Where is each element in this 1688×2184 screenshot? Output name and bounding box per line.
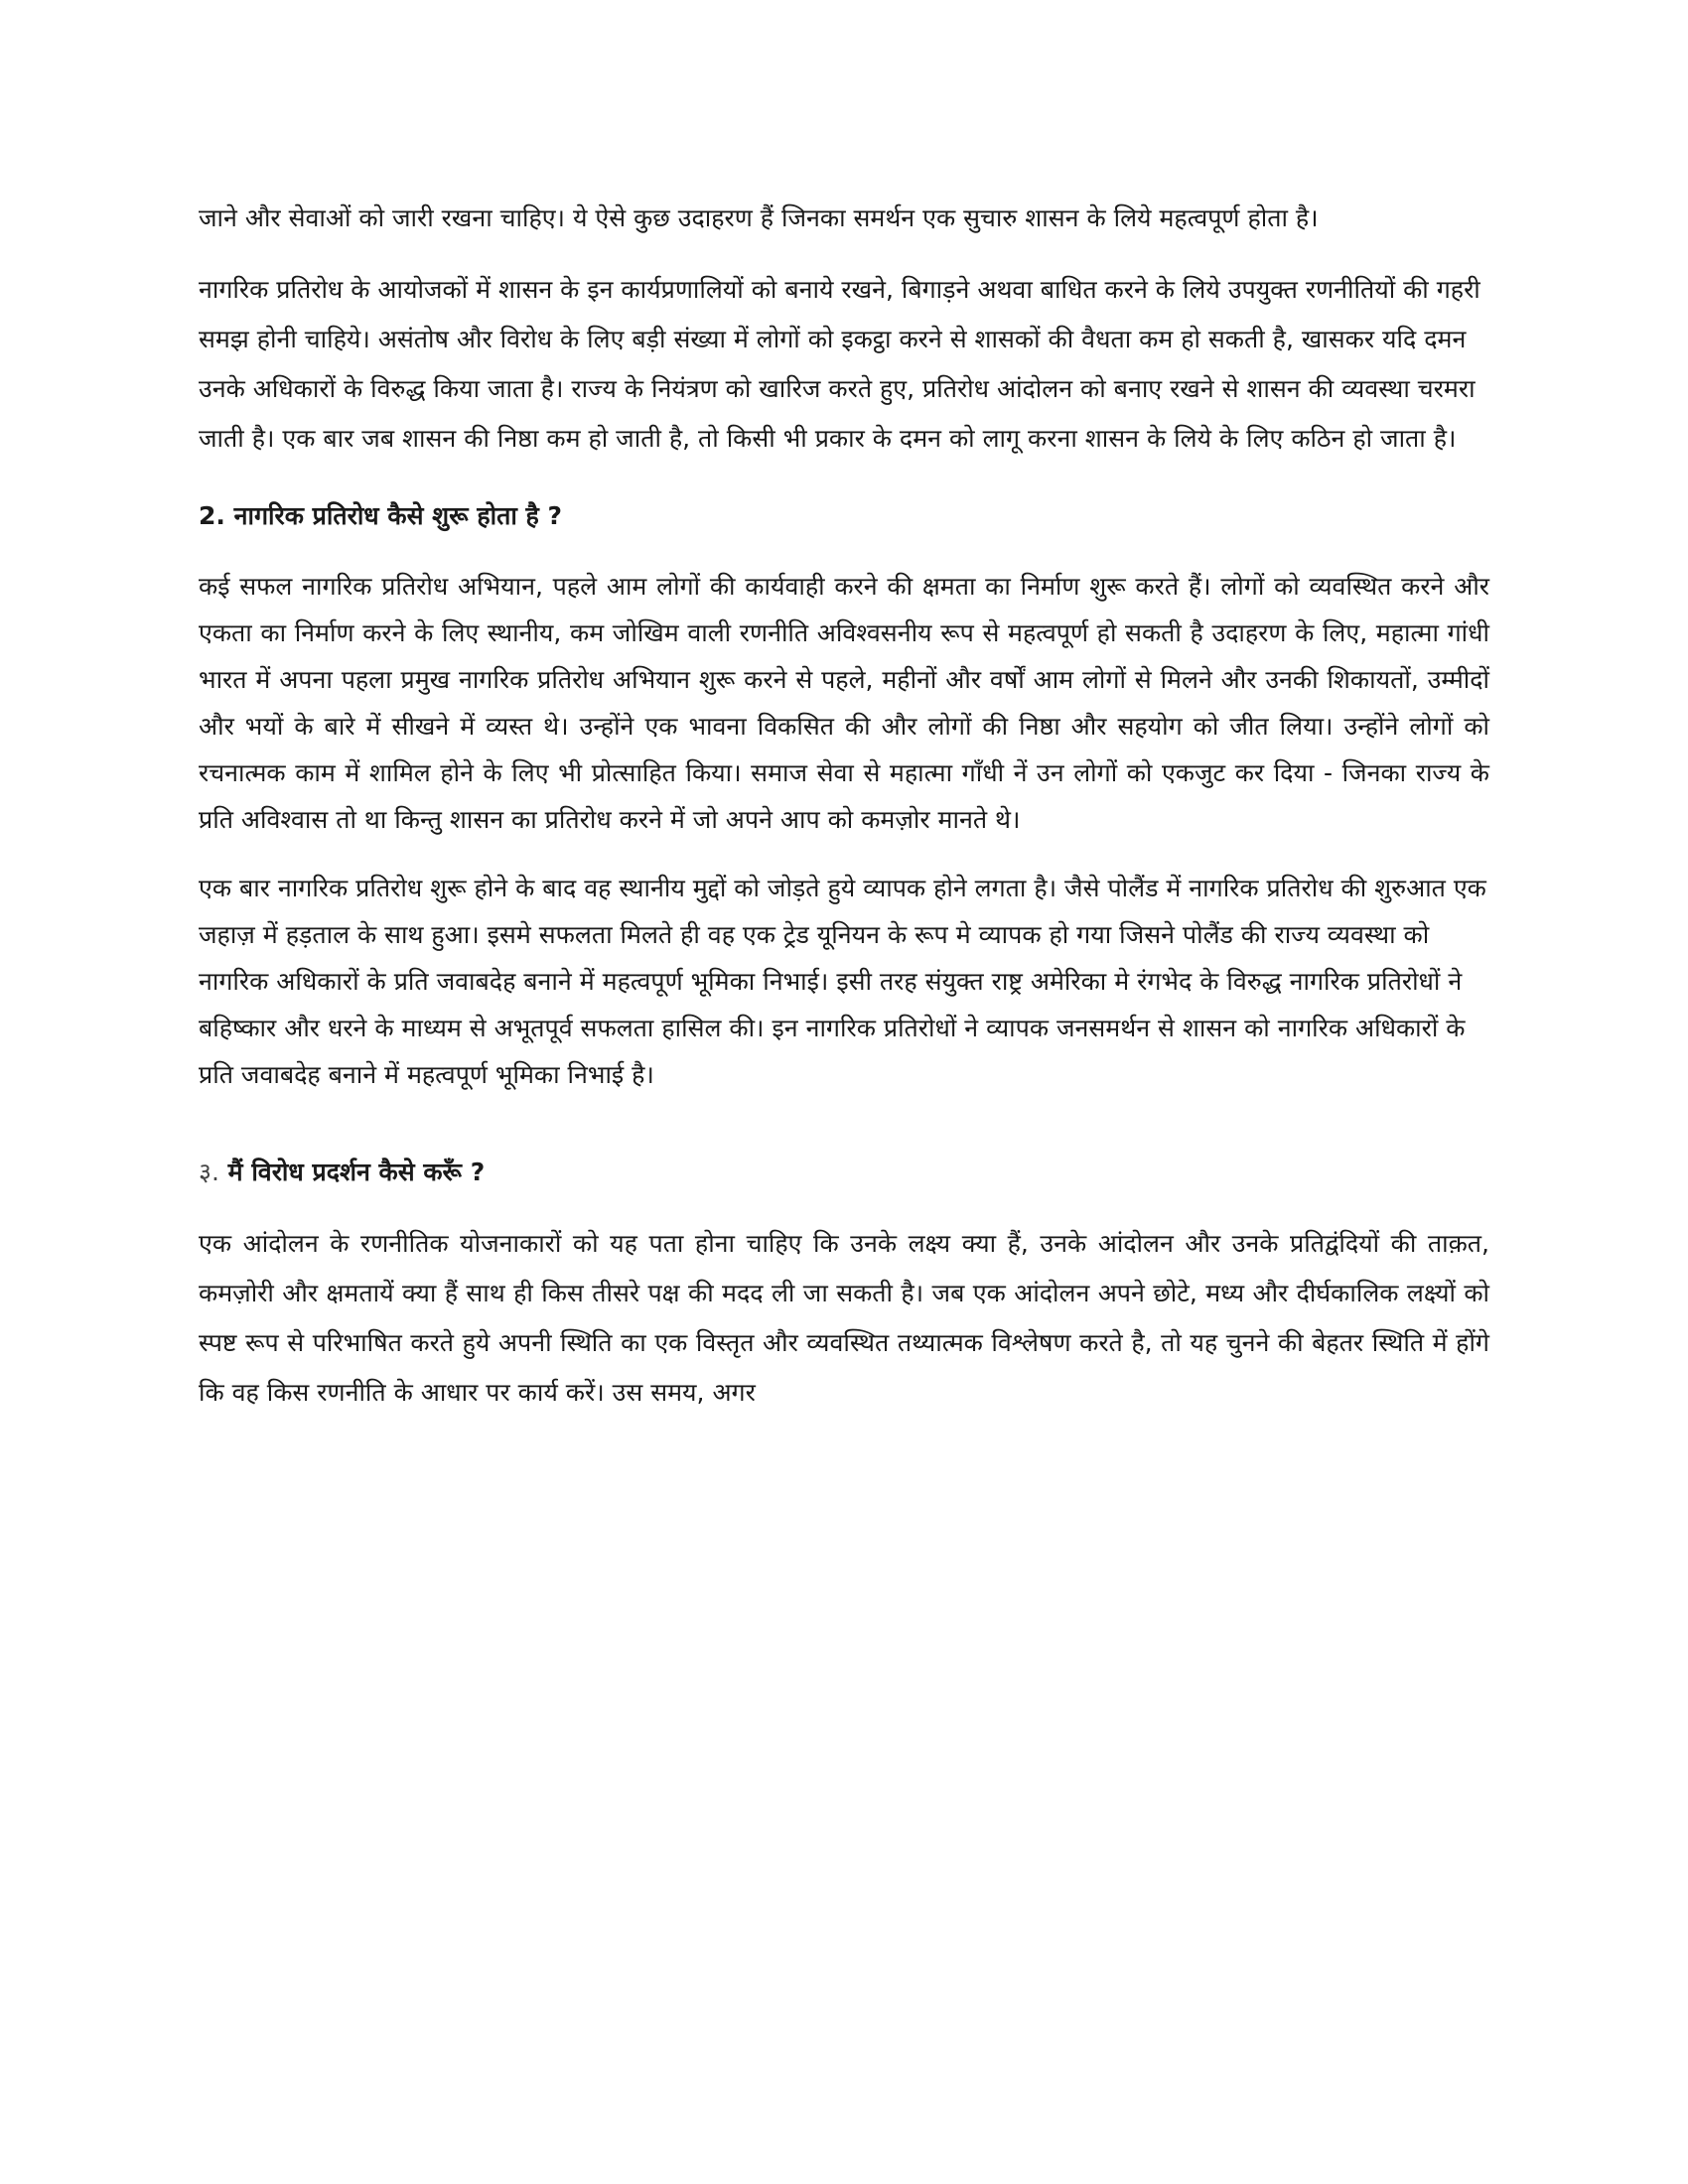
spacer (199, 243, 1489, 265)
paragraph-governance: नागरिक प्रतिरोध के आयोजकों में शासन के इन कार्यप्रणालियों को बनाये रखने, बिगाड़ने अथवा बाधित करने के लिये उपयुक्त रणनीतियों की गहरी समझ होनी चाहिये। असंतोष और विरोध के लिए बड़ी संख्या में लोगों को इकट्ठा करने से शासकों की वैधता कम हो सकती है, खासकर यदि दमन उनके अधिकारों के विरुद्ध किया जाता है। राज्य के नियंत्रण को खारिज करते हुए, प्रतिरोध आंदोलन को बनाए रखने से शासन की व्यवस्था चरमरा जाती है। एक बार जब शासन की निष्ठा कम हो जाती है, तो किसी भी प्रकार के दमन को लागू करना शासन के लिये के लिए कठिन हो जाता है। (199, 275, 1480, 453)
paragraph-continuation: जाने और सेवाओं को जारी रखना चाहिए। ये ऐसे कुछ उदाहरण हैं जिनका समर्थन एक सुचारु शासन के लिये महत्वपूर्ण होता है। (199, 204, 1319, 232)
spacer (199, 541, 1489, 563)
spacer (199, 843, 1489, 865)
paragraph-poland-example: एक बार नागरिक प्रतिरोध शुरू होने के बाद वह स्थानीय मुद्दों को जोड़ते हुये व्यापक होने लगता है। जैसे पोलैंड में नागरिक प्रतिरोध की शुरुआत एक जहाज़ में हड़ताल के साथ हुआ। इसमे सफलता मिलते ही वह एक ट्रेड यूनियन के रूप मे व्यापक हो गया जिसने पोलैंड की राज्य व्यवस्था को नागरिक अधिकारों के प्रति जवाबदेह बनाने में महत्वपूर्ण भूमिका निभाई। इसी तरह संयुक्त राष्ट्र अमेरिका मे रंगभेद के विरुद्ध नागरिक प्रतिरोधों ने बहिष्कार और धरने के माध्यम से अभूतपूर्व सफलता हासिल की। इन नागरिक प्रतिरोधों ने व्यापक जनसमर्थन से शासन को नागरिक अधिकारों के प्रति जवाबदेह बनाने में महत्वपूर्ण भूमिका निभाई है। (199, 874, 1486, 1089)
section-heading-2 (199, 491, 1489, 541)
section-title: मैं विरोध प्रदर्शन कैसे करूँ ? (227, 1158, 486, 1186)
paragraph-strategic-planning: एक आंदोलन के रणनीतिक योजनाकारों को यह पता होना चाहिए कि उनके लक्ष्य क्या हैं, उनके आंदोलन और उनके प्रतिद्वंदियों की ताक़त, कमज़ोरी और क्षमतायें क्या हैं साथ ही किस तीसरे पक्ष की मदद ली जा सकती है। जब एक आंदोलन अपने छोटे, मध्य और दीर्घकालिक लक्ष्यों को स्पष्ट रूप से परिभाषित करते हुये अपनी स्थिति का एक विस्तृत और व्यवस्थित तथ्यात्मक विश्लेषण करते है, तो यह चुनने की बेहतर स्थिति में होंगे कि वह किस रणनीति के आधार पर कार्य करें। उस समय, अगर (199, 1229, 1489, 1407)
section-heading-3 (199, 1148, 1489, 1197)
spacer (199, 1098, 1489, 1148)
spacer (199, 464, 1489, 491)
section-title: नागरिक प्रतिरोध कैसे शुरू होता है ? (233, 501, 562, 530)
section-number: ३. (199, 1158, 219, 1186)
paragraph-gandhi-example: कई सफल नागरिक प्रतिरोध अभियान, पहले आम लोगों की कार्यवाही करने की क्षमता का निर्माण शुरू करते हैं। लोगों को व्यवस्थित करने और एकता का निर्माण करने के लिए स्थानीय, कम जोखिम वाली रणनीति अविश्वसनीय रूप से महत्वपूर्ण हो सकती है उदाहरण के लिए, महात्मा गांधी भारत में अपना पहला प्रमुख नागरिक प्रतिरोध अभियान शुरू करने से पहले, महीनों और वर्षों आम लोगों से मिलने और उनकी शिकायतों, उम्मीदों और भयों के बारे में सीखने में व्यस्त थे। उन्होंने एक भावना विकसित की और लोगों की निष्ठा और सहयोग को जीत लिया। उन्होंने लोगों को रचनात्मक काम में शामिल होने के लिए भी प्रोत्साहित किया। समाज सेवा से महात्मा गाँधी नें उन लोगों को एकजुट कर दिया - जिनका राज्य के प्रति अविश्वास तो था किन्तु शासन का प्रतिरोध करने में जो अपने आप को कमज़ोर मानते थे। (199, 572, 1489, 834)
section-number: 2. (199, 501, 225, 530)
spacer (199, 1197, 1489, 1219)
page-content (199, 194, 1489, 1418)
